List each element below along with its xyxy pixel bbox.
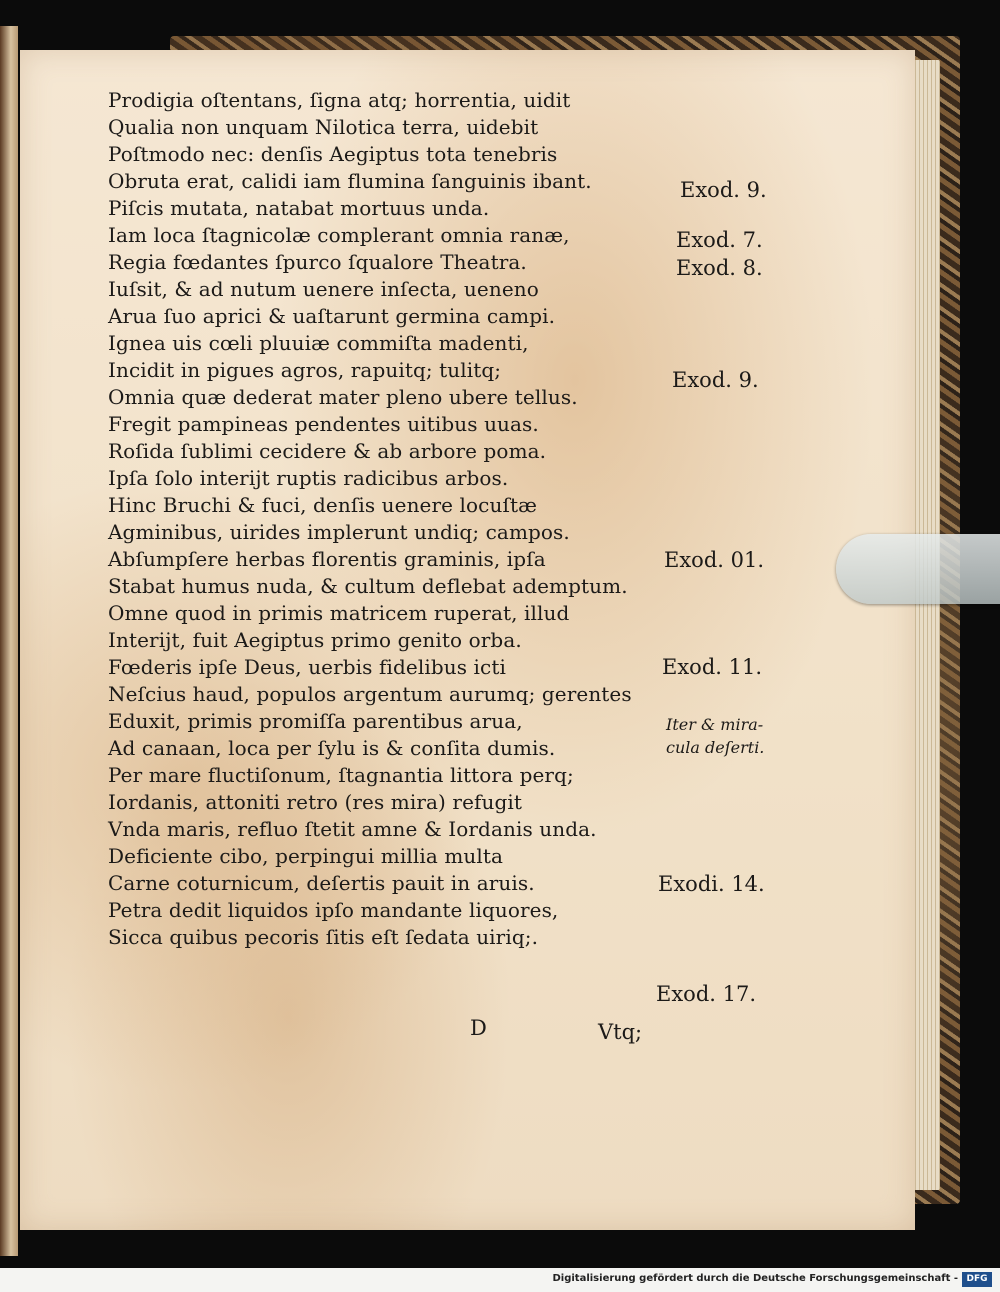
margin-note: Exod. 01.: [664, 548, 765, 572]
text-line: Iordanis, attoniti retro (res mira) refugit: [108, 790, 523, 814]
text-line: Piſcis mutata, natabat mortuus unda.: [108, 196, 490, 220]
margin-note: Exod. 9.: [680, 178, 767, 202]
signature-mark: D: [470, 1016, 487, 1040]
text-line: Hinc Bruchi & fuci, denſis uenere locuſtæ: [108, 493, 537, 517]
text-line: Omnia quæ dederat mater pleno ubere tellus.: [108, 385, 578, 409]
text-line: Incidit in pigues agros, rapuitq; tulitq;: [108, 358, 502, 382]
text-line: Neſcius haud, populos argentum aurumq; gerentes: [108, 682, 632, 706]
text-line: Per mare fluctiſonum, ſtagnantia littora perq;: [108, 763, 574, 787]
text-line: Iam loca ſtagnicolæ complerant omnia ranæ,: [108, 223, 570, 247]
text-line: Deficiente cibo, perpingui millia multa: [108, 844, 504, 868]
text-line: Sicca quibus pecoris ſitis eſt ſedata uiriq;.: [108, 925, 539, 949]
text-line: Omne quod in primis matricem ruperat, illud: [108, 601, 570, 625]
text-line: Vnda maris, refluo ſtetit amne & Iordanis unda.: [108, 817, 597, 841]
text-line: Petra dedit liquidos ipſo mandante liquores,: [108, 898, 559, 922]
text-line: Carne coturnicum, deſertis pauit in aruis.: [108, 871, 535, 895]
dfg-logo-icon: DFG: [962, 1272, 992, 1287]
text-line: Regia fœdantes ſpurco ſqualore Theatra.: [108, 250, 527, 274]
margin-note: Iter & mira-: [666, 715, 764, 734]
text-line: Arua ſuo aprici & uaſtarunt germina campi.: [108, 304, 556, 328]
text-line: Roſida ſublimi cecidere & ab arbore poma.: [108, 439, 547, 463]
text-line: Ignea uis cœli pluuiæ commiſta madenti,: [108, 331, 529, 355]
text-line: Fœderis ipſe Deus, uerbis fidelibus icti: [108, 655, 506, 679]
text-line: Qualia non unquam Nilotica terra, uidebit: [108, 115, 539, 139]
margin-note: Exod. 9.: [672, 368, 759, 392]
text-line: Stabat humus nuda, & cultum deflebat ademptum.: [108, 574, 628, 598]
text-line: Iuſsit, & ad nutum uenere inſecta, ueneno: [108, 277, 539, 301]
facing-page-edge: [0, 26, 18, 1256]
footer-bar: [0, 1268, 1000, 1292]
margin-note: Exod. 11.: [662, 655, 763, 679]
text-line: Eduxit, primis promiſſa parentibus arua,: [108, 709, 523, 733]
page-clip: [836, 534, 1000, 604]
text-line: Ipſa ſolo interijt ruptis radicibus arbos.: [108, 466, 509, 490]
text-line: Abſumpſere herbas florentis graminis, ipſa: [108, 547, 546, 571]
text-line: Fregit pampineas pendentes uitibus uuas.: [108, 412, 539, 436]
margin-note: Exod. 7.: [676, 228, 763, 252]
footer-credit: Digitalisierung gefördert durch die Deutsche Forschungsgemeinschaft -: [552, 1273, 958, 1284]
margin-note: Exod. 17.: [656, 982, 757, 1006]
margin-note: Exod. 8.: [676, 256, 763, 280]
text-line: Prodigia oſtentans, ſigna atq; horrentia, uidit: [108, 88, 571, 112]
text-line: Interijt, fuit Aegiptus primo genito orba.: [108, 628, 522, 652]
text-line: Obruta erat, calidi iam flumina ſanguinis ibant.: [108, 169, 592, 193]
margin-note: Exodi. 14.: [658, 872, 765, 896]
text-line: Poſtmodo nec: denſis Aegiptus tota tenebris: [108, 142, 558, 166]
text-line: Agminibus, uirides implerunt undiq; campos.: [108, 520, 570, 544]
book-page: [20, 50, 915, 1230]
catchword: Vtq;: [598, 1020, 643, 1044]
margin-note: cula deſerti.: [666, 738, 765, 757]
text-line: Ad canaan, loca per ſylu is & conſita dumis.: [108, 736, 556, 760]
